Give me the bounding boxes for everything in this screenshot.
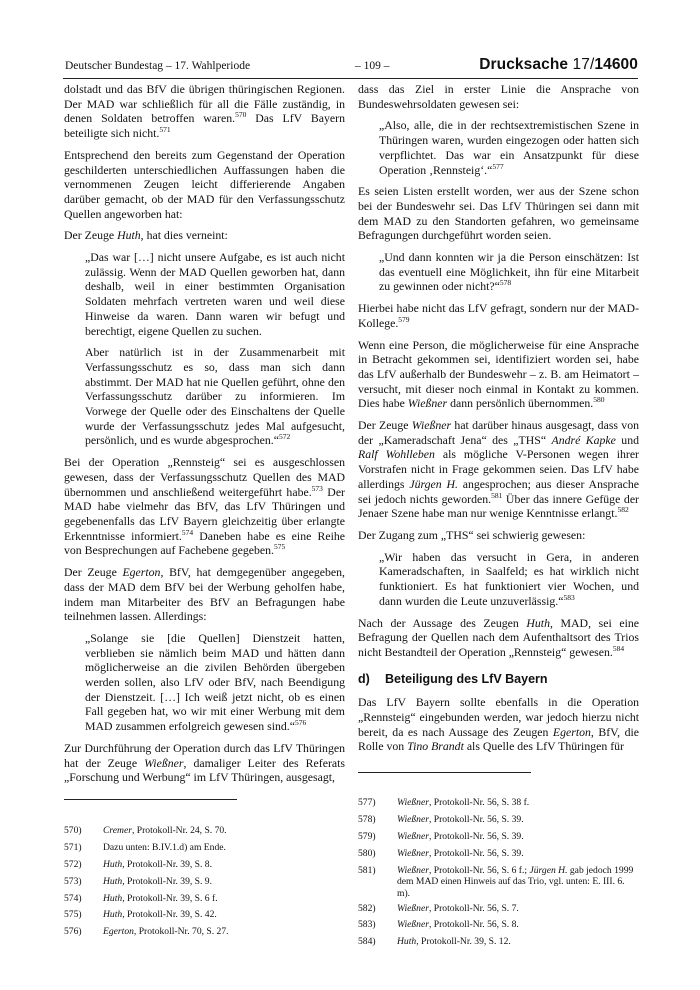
footnote-text: Wießner, Protokoll-Nr. 56, S. 8. [397,919,519,931]
footnote [64,875,345,890]
footnote [64,908,345,923]
footnote-number: 571) [64,841,82,853]
block-quote: Aber natürlich ist in der Zusammenarbeit mit Verfassungsschutz es so, dass man sich dann abstimmt. Der MAD hat nie Quellen geführt, ohne den Verfassungsschutz darüber zu informieren. Im Vorwege der Quelle oder des Einschaltens der Quelle wurde der Verfassungsschutz jedes Mal aufgesucht, persönlich, und es wurde abgesprochen.“$^{572}$ [85,345,345,448]
footnote [358,847,639,862]
footnote-text: Wießner, Protokoll-Nr. 56, S. 39. [397,830,524,842]
block-quote: „Solange sie [die Quellen] Dienstzeit hatten, verblieben sie nämlich beim MAD und hätten dann möglicherweise an die zivilen Behörden übergeben werden sollen, also LfV oder BfV, nach Beendigung der Dienstzeit. […] Ich weiß jetzt nicht, ob es einen Fall gegeben hat, wo wir mit einer Werbung mit dem MAD zusammen erfolgreich gewesen sind.“$^{576}$ [85,630,345,734]
section-heading-number: d) [358,671,370,686]
footnote [64,841,345,856]
footnote-text: Cremer, Protokoll-Nr. 24, S. 70. [103,825,227,836]
block-quote: „Das war […] nicht unsere Aufgabe, es ist auch nicht zulässig. Wenn der MAD Quellen geworben hat, dann deshalb, weil in einer bestimmten Organisation Soldaten mehrfach vertreten waren und weil diese Hinweise da waren. Dann waren wir befugt und berechtigt, eigene Quellen zu suchen. [85,250,345,338]
footnote-number: 574) [64,892,82,904]
paragraph: Das LfV Bayern sollte ebenfalls in die Operation „Rennsteig“ eingebunden werden, war jedoch hierzu nicht bereit, da es nach Aussage des Zeugen Egerton, BfV, die Rolle von Tino Brandt als Quelle des LfV Thüringen für [358,695,639,754]
footnote-text: Dazu unten: B.IV.1.d) am Ende. [103,841,226,853]
footnote-number: 572) [64,858,82,870]
footnote [358,864,639,900]
footnote-number: 570) [64,825,82,836]
footnote-number: 583) [358,919,376,931]
paragraph: Bei der Operation „Rennsteig“ sei es ausgeschlossen gewesen, dass der Verfassungsschutz Quellen des MAD übernommen und anschließend weitergeführt habe.$^{573}$ Der MAD habe vielmehr das BfV, das LfV Thüringen und gegebenenfalls das LfV Bayern gleichzeitig über erlangte Erkenntnisse informiert.$^{574}$ Daneben habe es eine Reihe von Besprechungen auf Fachebene gegeben.$^{575}$ [64,455,345,558]
footnote [64,892,345,907]
footnote-text: Wießner, Protokoll-Nr. 56, S. 6 f.; Jürgen H. gab jedoch 1999 dem MAD einen Hinweis auf das Trio, vgl. unten: E. III. 6. m). [397,864,634,899]
footnote-number: 575) [64,909,82,921]
footnote [64,858,345,873]
block-quote: „Also, alle, die in der rechtsextremistischen Szene in Thüringen waren, wurden eingezogen oder hatten sich verpflichtet. Das war ein Ansatzpunkt für diese Operation ‚Rennsteig‘.“$^{577}$ [379,118,639,177]
footnote-text: Wießner, Protokoll-Nr. 56, S. 39. [397,847,524,859]
footnote-text: Huth, Protokoll-Nr. 39, S. 12. [397,936,511,948]
section-heading [358,672,639,687]
text-column-right [358,82,639,761]
footnote-number: 581) [358,864,376,876]
block-quote: „Wir haben das versucht in Gera, in anderen Kameradschaften, in Saalfeld; es hat wirklich nicht funktioniert. Es hat funktioniert vier Wochen, und dann wurden die Leute unzuverlässig.“$^{583}$ [379,549,639,608]
footnote-text: Wießner, Protokoll-Nr. 56, S. 39. [397,813,524,825]
header-rule [63,78,638,79]
section-heading-title: Beteiligung des LfV Bayern [385,671,548,686]
footnote-text: Egerton, Protokoll-Nr. 70, S. 27. [103,926,229,938]
footnote-rule-right [358,772,531,773]
footnote [358,902,639,917]
footnote-number: 579) [358,830,376,842]
footnote [358,918,639,933]
footnote-text: Huth, Protokoll-Nr. 39, S. 8. [103,858,213,870]
header-publication: Deutscher Bundestag – 17. Wahlperiode [65,60,251,72]
paragraph: Der Zugang zum „THS“ sei schwierig gewesen: [358,527,586,542]
document-number-prefix: 17/ [572,56,595,73]
footnote-text: Huth, Protokoll-Nr. 39, S. 9. [103,875,213,887]
footnote-number: 577) [358,797,376,808]
footnote-text: Huth, Protokoll-Nr. 39, S. 6 f. [103,892,218,904]
footnote-text: Huth, Protokoll-Nr. 39, S. 42. [103,909,217,921]
footnotes-right [358,796,639,952]
paragraph: Der Zeuge Huth, hat dies verneint: [64,228,228,243]
block-quote: „Und dann konnten wir ja die Person einschätzen: Ist das eventuell eine Möglichkeit, ihn für eine Mitarbeit zu gewinnen oder nicht?“$^{578}$ [379,250,639,294]
document-number-value: 14600 [594,56,638,73]
footnote-number: 578) [358,813,376,825]
footnote-number: 582) [358,902,376,914]
footnote-rule-left [64,799,237,800]
paragraph: Hierbei habe nicht das LfV gefragt, sondern nur der MAD-Kollege.$^{579}$ [358,301,639,330]
paragraph: Wenn eine Person, die möglicherweise für eine Ansprache in Betracht gekommen sei, identifiziert worden sei, habe das LfV außerhalb der Bundeswehr – z. B. am Heimatort – versucht, mit dieser noch einmal in Kontakt zu kommen. Dies habe Wießner dann persönlich übernommen.$^{580}$ [358,337,639,411]
footnote-number: 573) [64,875,82,887]
paragraph: Der Zeuge Egerton, BfV, hat demgegenüber angegeben, dass der MAD dem BfV bei der Werbung geholfen habe, indem man Mitarbeiter des BfV an Befragungen habe teilnehmen lassen. Allerdings: [64,565,345,624]
text-column-left [64,82,345,792]
footnote-text: Wießner, Protokoll-Nr. 56, S. 38 f. [397,797,530,808]
paragraph: Zur Durchführung der Operation durch das LfV Thüringen hat der Zeuge Wießner, damaliger Leiter des Referats „Forschung und Werbung“ im LfV Thüringen, ausgesagt, [64,740,345,785]
footnote [64,925,345,940]
footnote [64,824,345,839]
paragraph: Entsprechend den bereits zum Gegenstand der Operation geschilderten unterschiedlichen Auffassungen haben die vernommenen Zeugen leicht differierende Angaben darüber gemacht, ob der MAD für den Verfassungsschutz Quellen angeworben hat: [64,147,345,221]
paragraph: Nach der Aussage des Zeugen Huth, MAD, sei eine Befragung der Quellen nach dem Aufenthaltsort des Trios nicht Bestandteil der Operation „Rennsteig“ gewesen.$^{584}$ [358,615,639,659]
footnote-number: 584) [358,936,376,948]
document-number [479,56,638,74]
page-number: – 109 – [355,60,390,72]
footnote [358,813,639,828]
footnote [358,796,639,811]
document-number-label: Drucksache [479,56,569,73]
paragraph: dass das Ziel in erster Linie die Ansprache von Bundeswehrsoldaten gewesen sei: [358,82,639,111]
paragraph: dolstadt und das BfV die übrigen thüringischen Regionen. Der MAD war schließlich für all die Fälle zuständig, in denen Soldaten betroffen waren.$^{570}$ Das LfV Bayern beteiligte sich nicht.$^{571}$ [64,82,345,141]
running-header [63,58,638,78]
footnote-number: 580) [358,847,376,859]
footnote-number: 576) [64,926,82,938]
footnote [358,935,639,950]
paragraph: Es seien Listen erstellt worden, wer aus der Szene schon bei der Bundeswehr sei. Das LfV Thüringen sei dann mit dem MAD zu den Standorten gefahren, wo gemeinsame Befragungen durchgeführt worden seien. [358,184,639,243]
paragraph: Der Zeuge Wießner hat darüber hinaus ausgesagt, dass von der „Kameradschaft Jena“ des „THS“ André Kapke und Ralf Wohlleben als mögliche V-Personen wegen ihrer Vorstrafen nicht in Frage gekommen seien. Das LfV habe allerdings Jürgen H. angesprochen; aus dieser Ansprache sei jedoch nichts geworden.$^{581}$ Über das innere Gefüge der Jenaer Szene habe man nur wenige Kenntnisse erlangt.$^{582}$ [358,418,639,521]
footnote [358,830,639,845]
footnote-text: Wießner, Protokoll-Nr. 56, S. 7. [397,902,519,914]
footnotes-left [64,824,345,942]
